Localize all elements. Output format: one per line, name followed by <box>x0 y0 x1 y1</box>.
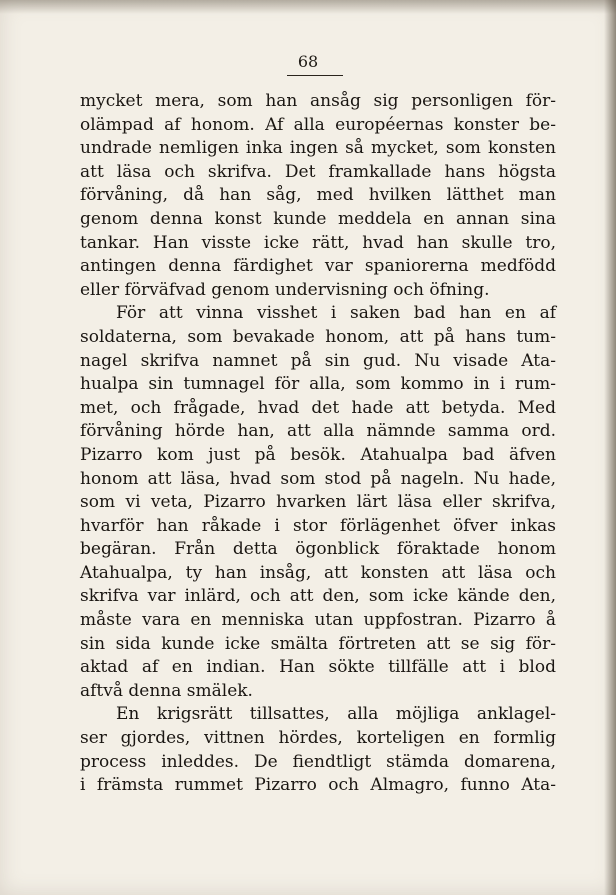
text-line: förvåning hörde han, att alla nämnde samma ord. <box>80 421 556 442</box>
text-line: som vi veta, Pizarro hvarken lärt läsa eller skrifva, <box>80 492 556 513</box>
text-line: tankar. Han visste icke rätt, hvad han skulle tro, <box>80 232 556 253</box>
text-line: Atahualpa, ty han insåg, att konsten att läsa och <box>80 562 556 583</box>
text-line: skrifva var inlärd, och att den, som icke kände den, <box>80 586 556 607</box>
page-number-underline <box>287 75 343 76</box>
text-line: soldaterna, som bevakade honom, att på hans tum- <box>80 326 556 347</box>
text-line: Pizarro kom just på besök. Atahualpa bad äfven <box>80 444 556 465</box>
text-line: hvarför han råkade i stor förlägenhet öfver inkas <box>80 515 556 536</box>
text-line: begäran. Från detta ögonblick föraktade honom <box>80 539 556 560</box>
paragraph-start-line: En krigsrätt tillsattes, alla möjliga anklagel- <box>116 704 556 725</box>
page-right-edge-shadow <box>604 0 616 895</box>
text-line: honom att läsa, hvad som stod på nageln. Nu hade, <box>80 468 556 489</box>
text-line: antingen denna färdighet var spaniorerna medfödd <box>80 256 556 277</box>
body-text <box>80 90 556 798</box>
text-line: förvåning, då han såg, med hvilken lätthet man <box>80 185 556 206</box>
text-line: mycket mera, som han ansåg sig personligen för- <box>80 91 556 111</box>
text-line: olämpad af honom. Af alla européernas konster be- <box>80 114 556 135</box>
text-line: ser gjordes, vittnen hördes, korteligen en formlig <box>80 728 556 749</box>
text-line: sin sida kunde icke smälta förtreten att se sig för- <box>80 633 556 654</box>
text-line: nagel skrifva namnet på sin gud. Nu visade Ata- <box>80 350 556 371</box>
paragraph-start-line: För att vinna visshet i saken bad han en af <box>116 303 556 324</box>
text-line: måste vara en menniska utan uppfostran. Pizarro å <box>80 610 556 631</box>
page-top-edge-shadow <box>0 0 616 14</box>
text-line: att läsa och skrifva. Det framkallade hans högsta <box>80 161 556 182</box>
text-line: i främsta rummet Pizarro och Almagro, funno Ata- <box>80 775 556 796</box>
text-line: met, och frågade, hvad det hade att betyda. Med <box>80 397 556 418</box>
text-line: aktad af en indian. Han sökte tillfälle att i blod <box>80 657 556 678</box>
text-line: aftvå denna smälek. <box>80 680 253 701</box>
page-number: 68 <box>297 52 319 71</box>
text-line: eller förväfvad genom undervisning och öfning. <box>80 279 490 300</box>
text-line: undrade nemligen inka ingen så mycket, som konsten <box>80 138 556 159</box>
text-line: hualpa sin tumnagel för alla, som kommo in i rum- <box>80 374 556 395</box>
text-line: genom denna konst kunde meddela en annan sina <box>80 208 556 229</box>
text-line: process inleddes. De fiendtligt stämda domarena, <box>80 751 556 772</box>
